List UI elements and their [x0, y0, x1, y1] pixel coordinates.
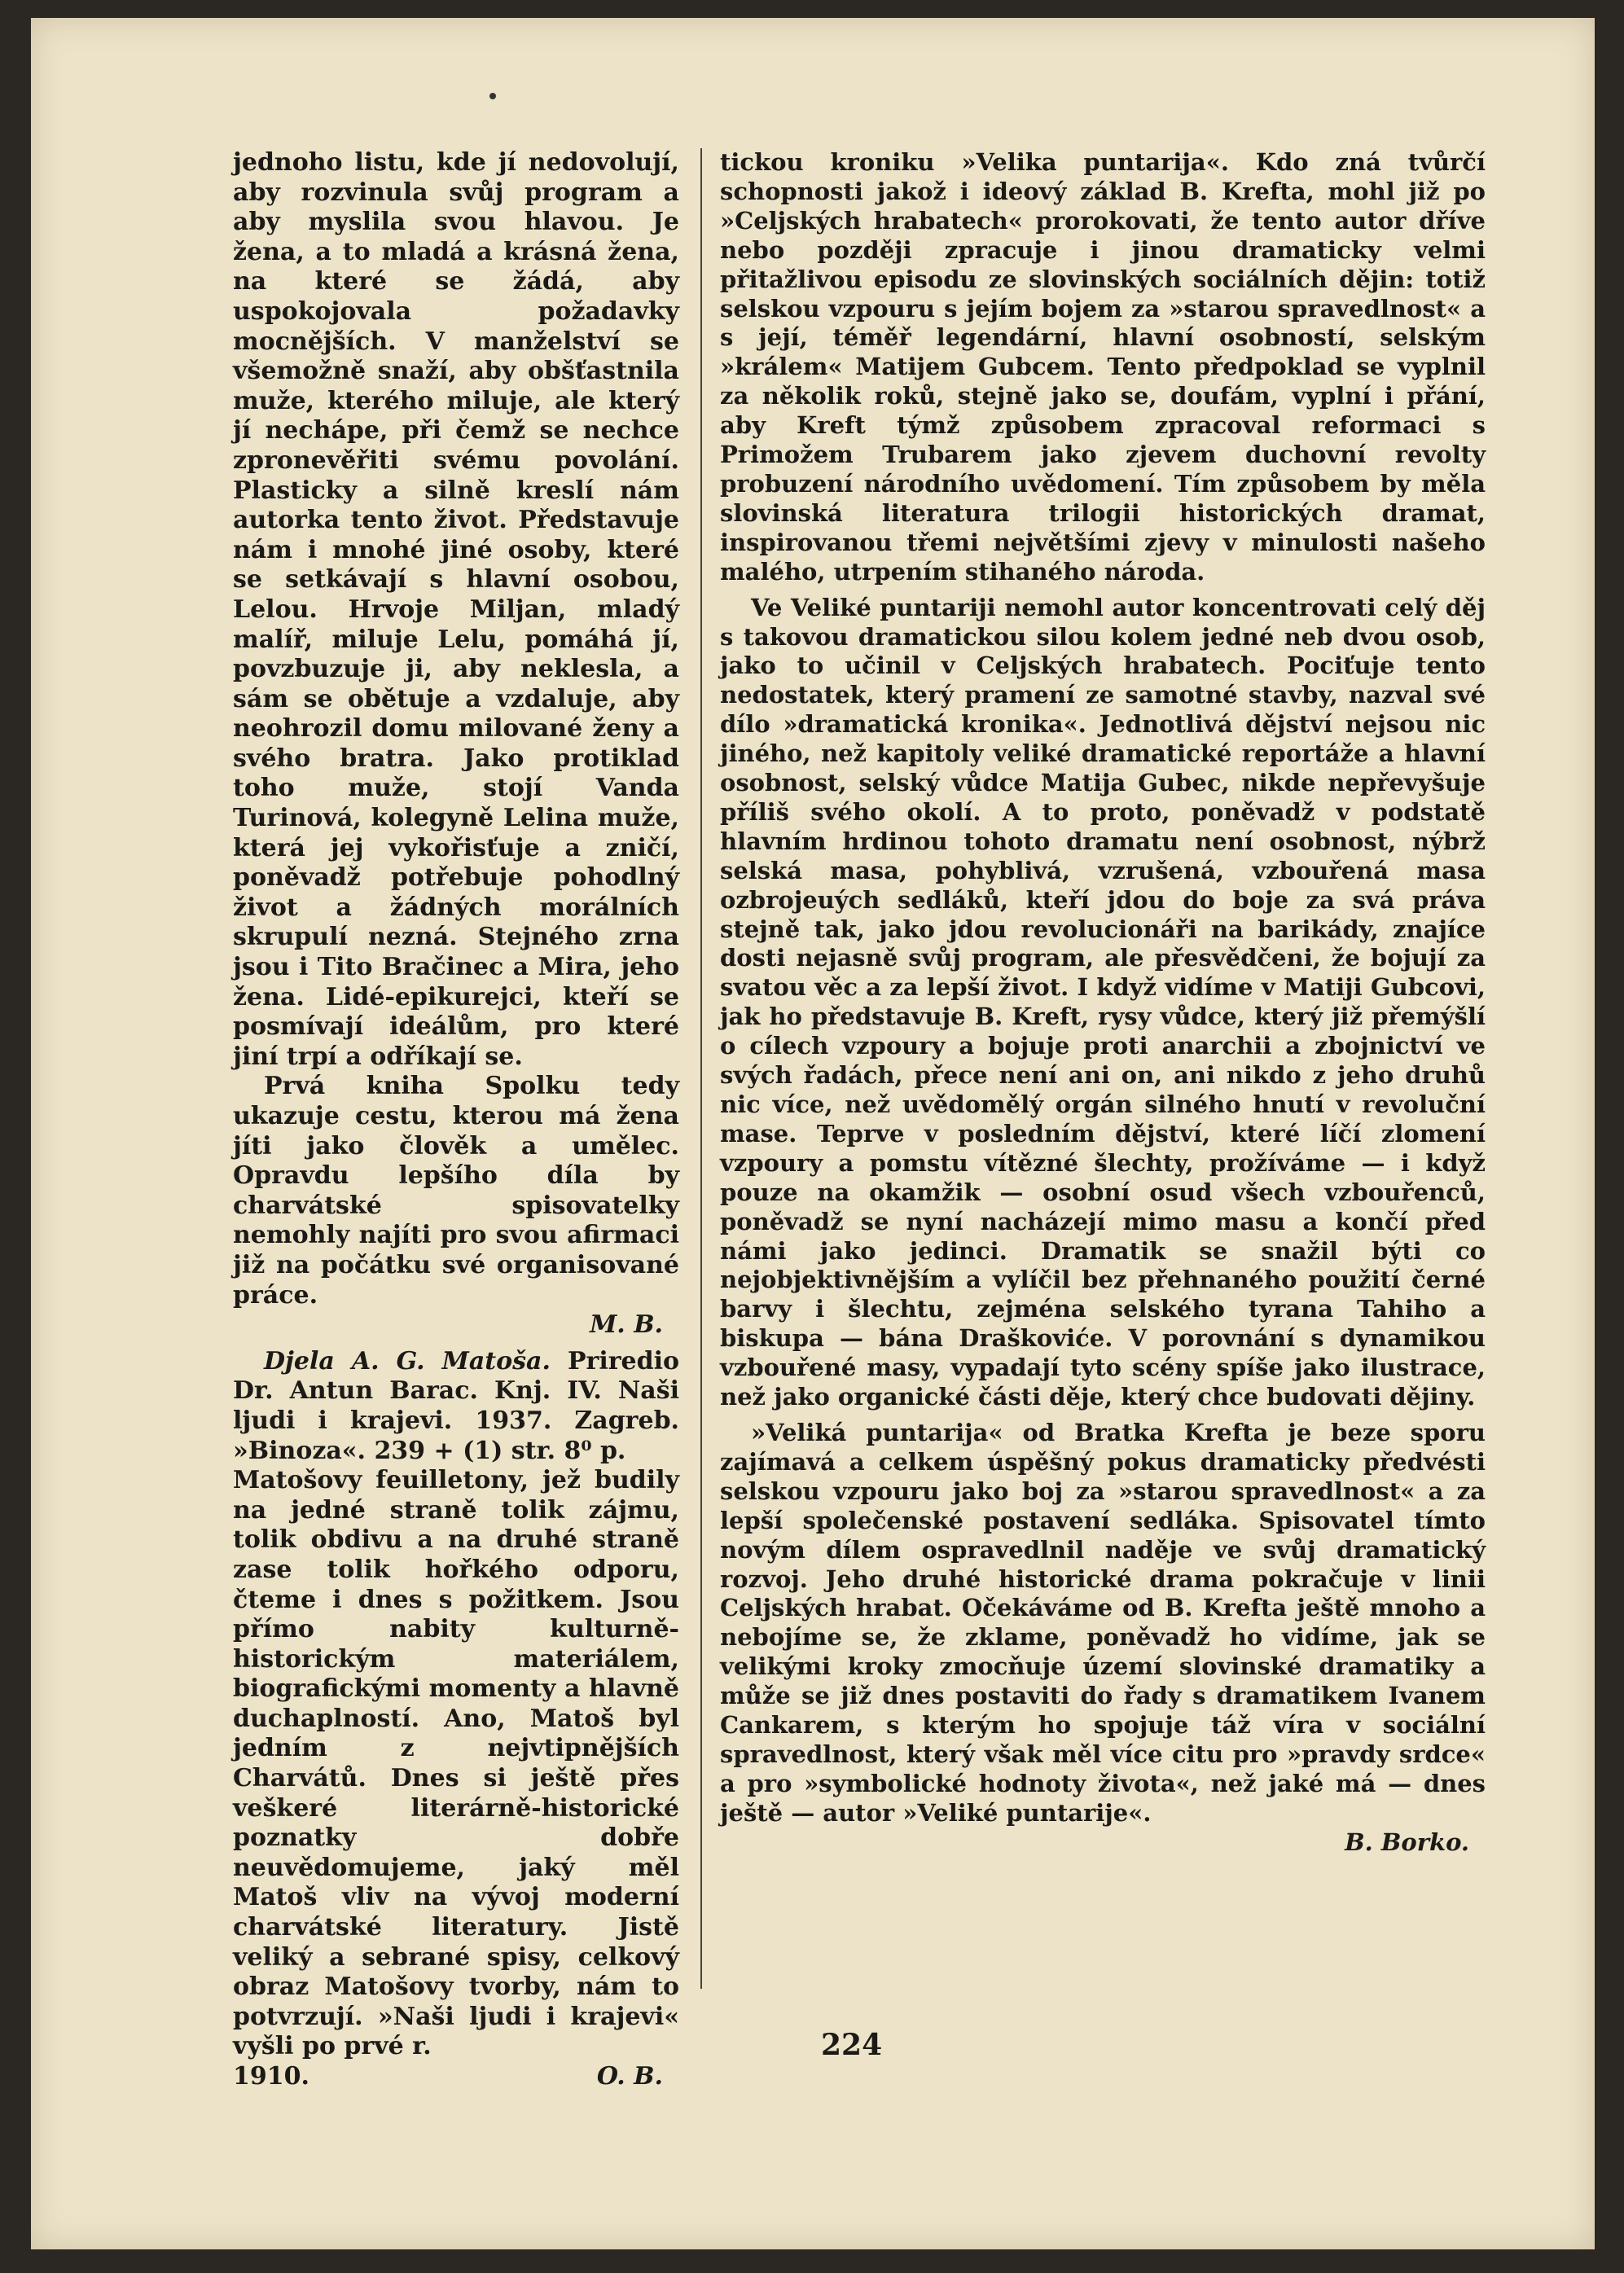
right-para-2: Ve Veliké puntariji nemohl autor koncentrovati celý děj s takovou dramatickou silou kolem jedné neb dvou osob, jako to učinil v Celjských hrabatech. Pociťuje tento nedostatek, který pramení ze samotné stavby, nazval své dílo »dramatická kronika«. Jednotlivá dějství nejsou nic jiného, než kapitoly veliké dramatické reportáže a hlavní osobnost, selský vůdce Matija Gubec, nikde nepřevyšuje příliš svého okolí. A to proto, poněvadž v podstatě hlavním hrdinou tohoto dramatu není osobnost, nýbrž selská masa, pohyblivá, vzrušená, vzbouřená masa ozbrojeuých sedláků, kteří jdou do boje za svá práva stejně tak, jako jdou revolucionáři na barikády, znajíce dosti nejasně svůj program, ale přesvědčeni, že bojují za svatou věc a za lepší život. I když vidíme v Matiji Gubcovi, jak ho představuje B. Kreft, rysy vůdce, který již přemýšlí o cílech vzpoury a bojuje proti anarchii a zbojnictví ve svých řadách, přece není ani on, ani nikdo z jeho druhů nic více, než uvědomělý orgán silného hnutí v revoluční mase. Teprve v posledním dějství, které líčí zlomení vzpoury a pomstu vítězné šlechty, prožíváme — i když pouze na okamžik — osobní osud všech vzbouřenců, poněvadž se nyní nacházejí mimo masu a končí před námi jako jedinci. Dramatik se snažil býti co nejobjektivnějším a vylíčil bez přehnaného použití černé barvy i šlechtu, zejména selského tyrana Tahiho a biskupa — bána Draškoviće. V porovnání s dynamikou vzbouřené masy, vypadají tyto scény spíše jako ilustrace, než jako organické části děje, který chce budovati dějiny.	[720, 593, 1486, 1411]
printer-dot	[489, 93, 496, 99]
review1-body: jednoho listu, kde jí nedovolují, aby rozvinula svůj program a aby myslila svou hlavou. Je žena, a to mladá a krásná žena, na které se žádá, aby uspokojovala požadavky mocnějších. V manželství se všemožně snaží, aby obšťastnila muže, kterého miluje, ale který jí nechápe, při čemž se nechce zpronevěřiti svému povolání. Plasticky a silně kreslí nám autorka tento život. Představuje nám i mnohé jiné osoby, které se setkávají s hlavní osobou, Lelou. Hrvoje Miljan, mladý malíř, miluje Lelu, pomáhá jí, povzbuzuje ji, aby neklesla, a sám se obětuje a vzdaluje, aby neohrozil domu milované ženy a svého bratra. Jako protiklad toho muže, stojí Vanda Turinová, kolegyně Lelina muže, která jej vykořisťuje a zničí, poněvadž potřebuje pohodlný život a žádných morálních skrupulí nezná. Stejného zrna jsou i Tito Bračinec a Mira, jeho žena. Lidé-epikurejci, kteří se posmívají ideálům, pro které jiní trpí a odříkají se.	[233, 148, 679, 1071]
page-number: 224	[821, 2028, 883, 2062]
review2-footer	[233, 2062, 679, 2092]
review2-title: Djela A. G. Matoša.	[264, 1346, 551, 1376]
left-column	[233, 148, 679, 2092]
right-para-1: tickou kroniku »Velika puntarija«. Kdo zná tvůrčí schopnosti jakož i ideový základ B. Krefta, mohl již po »Celjských hrabatech« prorokovati, že tento autor dříve nebo později zpracuje i jinou dramaticky velmi přitažlivou episodu ze slovinských sociálních dějin: totiž selskou vzpouru s jejím bojem za »starou spravedlnost« a s její, téměř legendární, hlavní osobností, selským »králem« Matijem Gubcem. Tento předpoklad se vyplnil za několik roků, stejně jako se, doufám, vyplní i přání, aby Kreft týmž způsobem zpracoval reformaci s Primožem Trubarem jako zjevem duchovní revolty probuzení národního uvědomení. Tím způsobem by měla slovinská literatura trilogii historických dramat, inspirovanou třemi největšími zjevy v minulosti našeho malého, utrpením stihaného národa.	[720, 148, 1486, 586]
review1-signature: M. B.	[590, 1310, 663, 1340]
review1-closing: Prvá kniha Spolku tedy ukazuje cestu, kterou má žena jíti jako člověk a umělec. Opravdu lepšího díla by charvátské spisovatelky nemohly najíti pro svou afirmaci již na počátku své organisované práce.	[233, 1072, 679, 1310]
review2-year: 1910.	[233, 2062, 309, 2091]
right-para-3: »Veliká puntarija« od Bratka Krefta je beze sporu zajímavá a celkem úspěšný pokus dramaticky předvésti selskou vzpouru jako boj za »starou spravedlnost« a za lepší společenské postavení sedláka. Spisovatel tímto novým dílem ospravedlnil naděje ve svůj dramatický rozvoj. Jeho druhé historické drama pokračuje v linii Celjských hrabat. Očekáváme od B. Krefta ještě mnoho a nebojíme se, že zklame, poněvadž ho vidíme, jak se velikými kroky zmocňuje území slovinské dramatiky a může se již dnes postaviti do řady s dramatikem Ivanem Cankarem, s kterým ho spojuje táž víra v sociální spravedlnost, který však měl více citu pro »pravdy srdce« a pro »symbolické hodnoty života«, než jaké má — dnes ještě — autor »Veliké puntarije«.	[720, 1418, 1486, 1827]
column-divider	[700, 148, 702, 1989]
review2-intro: Priredio Dr. Antun Barac. Knj. IV. Naši ljudi i krajevi. 1937. Zagreb. »Binoza«. 239 + (1) str. 8⁰ p.	[233, 1346, 679, 1465]
right-signature: B. Borko.	[1345, 1828, 1469, 1856]
review2-header	[233, 1347, 679, 1466]
review2-body: Matošovy feuilletony, jež budily na jedné straně tolik zájmu, tolik obdivu a na druhé straně zase tolik hořkého odporu, čteme i dnes s požitkem. Jsou přímo nabity kulturně-historickým materiálem, biografickými momenty a hlavně duchaplností. Ano, Matoš byl jedním z nejvtipnějších Charvátů. Dnes si ještě přes veškeré literárně-historické poznatky dobře neuvědomujeme, jaký měl Matoš vliv na vývoj moderní charvátské literatury. Jistě veliký a sebrané spisy, celkový obraz Matošovy tvorby, nám to potvrzují. »Naši ljudi i krajevi« vyšli po prvé r.	[233, 1466, 679, 2061]
book-page	[31, 18, 1595, 2249]
right-column	[720, 148, 1486, 1858]
review2-signature: O. B.	[596, 2062, 663, 2091]
